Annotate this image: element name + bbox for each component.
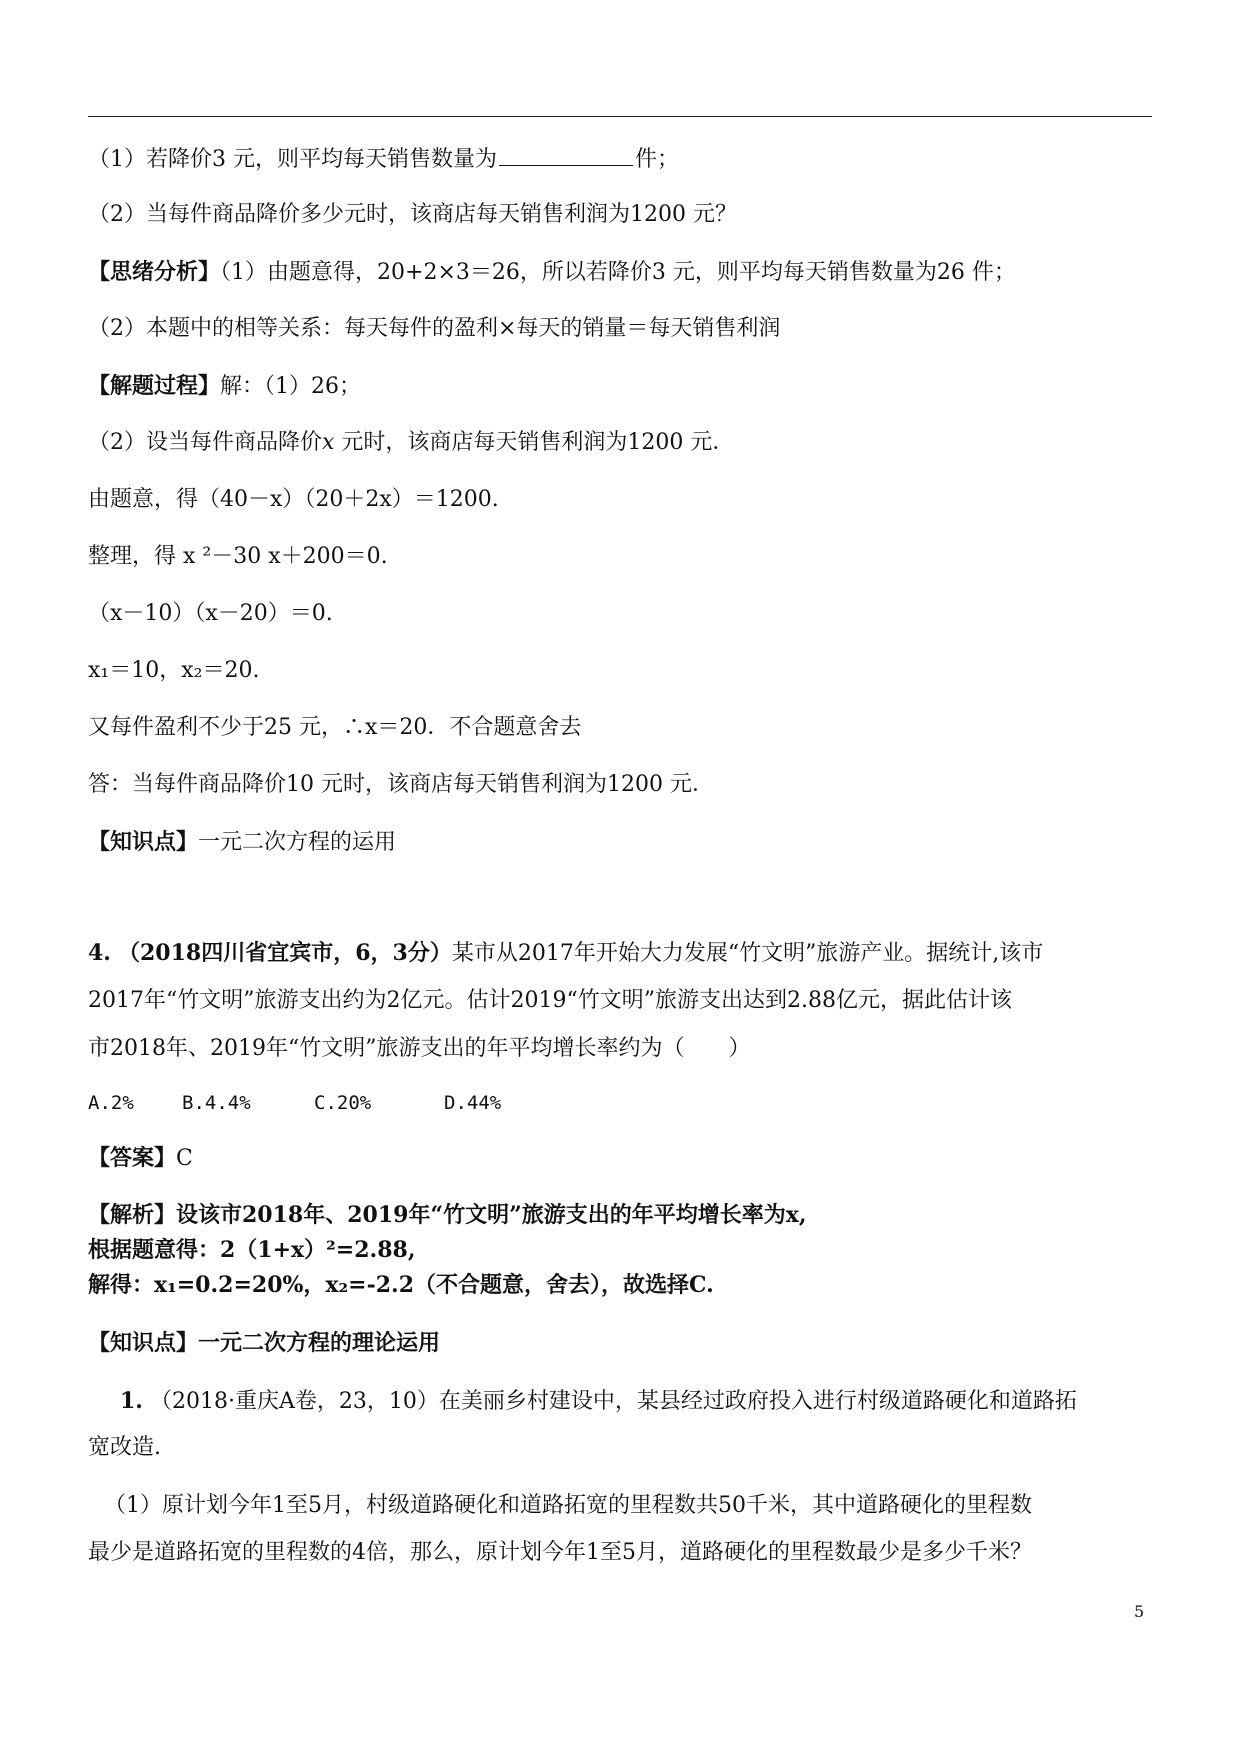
- q3-answer: 答：当每件商品降价10 元时，该商店每天销售利润为1200 元．: [88, 772, 714, 797]
- q4-line3: 市2018年、2019年“竹文明”旅游支出的年平均增长率约为（ ）: [88, 1036, 751, 1061]
- equation-5: 又每件盈利不少于25 元，∴x＝20．不合题意舍去: [88, 715, 582, 740]
- solution-label: 【解题过程】: [88, 373, 221, 399]
- q5-text: （2018·重庆A卷，23，10）在美丽乡村建设中，某县经过政府投入进行村级道路硬化和道路拓: [149, 1389, 1077, 1414]
- header-rule: [88, 116, 1152, 117]
- knowledge-label-2: 【知识点】: [88, 1330, 199, 1356]
- q3-analysis-2: （2）本题中的相等关系：每天每件的盈利×每天的销量＝每天销售利润: [88, 316, 781, 341]
- q3-part2: （2）当每件商品降价多少元时，该商店每天销售利润为1200 元？: [88, 202, 737, 227]
- q4-explain-3: 解得：x₁=0.2=20%，x₂=-2.2（不合题意，舍去），故选择C.: [88, 1272, 714, 1298]
- option-c: C.20%: [314, 1092, 372, 1114]
- q4-answer: [88, 1143, 193, 1174]
- solution-intro: 解：（1）26；: [220, 374, 362, 399]
- q3-knowledge: [88, 827, 396, 858]
- analysis-text: （1）由题意得，20+2×3＝26，所以若降价3 元，则平均每天销售数量为26 件；: [220, 260, 1016, 285]
- analysis-label: 【思绪分析】: [88, 259, 221, 285]
- equation-4: x₁＝10，x₂＝20.: [88, 658, 260, 683]
- knowledge-text: 一元二次方程的运用: [198, 830, 397, 855]
- q4-number: 4.: [88, 940, 111, 966]
- answer-label: 【答案】: [88, 1145, 177, 1171]
- option-b: B.4.4%: [182, 1092, 251, 1114]
- q4-source: （2018四川省宜宾市，6，3分）: [117, 940, 452, 966]
- q5-line2: 宽改造.: [88, 1435, 161, 1460]
- q4-knowledge: [88, 1328, 440, 1359]
- equation-1: 由题意，得（40－x）（20＋2x）＝1200.: [88, 487, 499, 512]
- variable-x: x: [322, 430, 335, 455]
- knowledge-label: 【知识点】: [88, 829, 199, 855]
- option-a: A.2%: [88, 1092, 134, 1114]
- equation-2: 整理，得 x ²－30 x＋200＝0.: [88, 544, 388, 569]
- solution-2-text-end: 元时，该商店每天销售利润为1200 元．: [334, 430, 735, 455]
- q5-line1: [120, 1386, 1077, 1417]
- q3-part1: [88, 143, 679, 175]
- q4-line1: [88, 938, 1043, 969]
- q3-solution: [88, 371, 361, 402]
- q5-number: 1.: [120, 1388, 143, 1414]
- q4-explain-1: 【解析】设该市2018年、2019年“竹文明”旅游支出的年平均增长率为x,: [88, 1202, 807, 1228]
- q5-part1-line2: 最少是道路拓宽的里程数的4倍，那么，原计划今年1至5月，道路硬化的里程数最少是多少千米？: [88, 1540, 1032, 1565]
- answer-blank: [499, 143, 633, 166]
- q3-analysis: [88, 257, 1016, 288]
- answer-value: C: [176, 1146, 193, 1171]
- q4-line2: 2017年“竹文明”旅游支出约为2亿元。估计2019“竹文明”旅游支出达到2.88亿元，据此估计该: [88, 988, 1012, 1013]
- solution-2-text: （2）设当每件商品降价: [88, 430, 322, 455]
- page-number: 5: [1134, 1602, 1145, 1621]
- q4-text: 某市从2017年开始大力发展“竹文明”旅游产业。据统计,该市: [451, 941, 1044, 966]
- q3-part1-suffix: 件；: [635, 147, 680, 172]
- q3-solution-2: [88, 428, 734, 458]
- q3-part1-text: （1）若降价3 元，则平均每天销售数量为: [88, 147, 497, 172]
- knowledge-text-2: 一元二次方程的理论运用: [198, 1330, 441, 1356]
- option-d: D.44%: [444, 1092, 502, 1114]
- q4-explain-2: 根据题意得：2（1+x）²=2.88,: [88, 1237, 416, 1263]
- q5-part1-line1: （1）原计划今年1至5月，村级道路硬化和道路拓宽的里程数共50千米，其中道路硬化的里程数: [104, 1493, 1032, 1518]
- equation-3: （x－10）（x－20）＝0.: [88, 601, 333, 626]
